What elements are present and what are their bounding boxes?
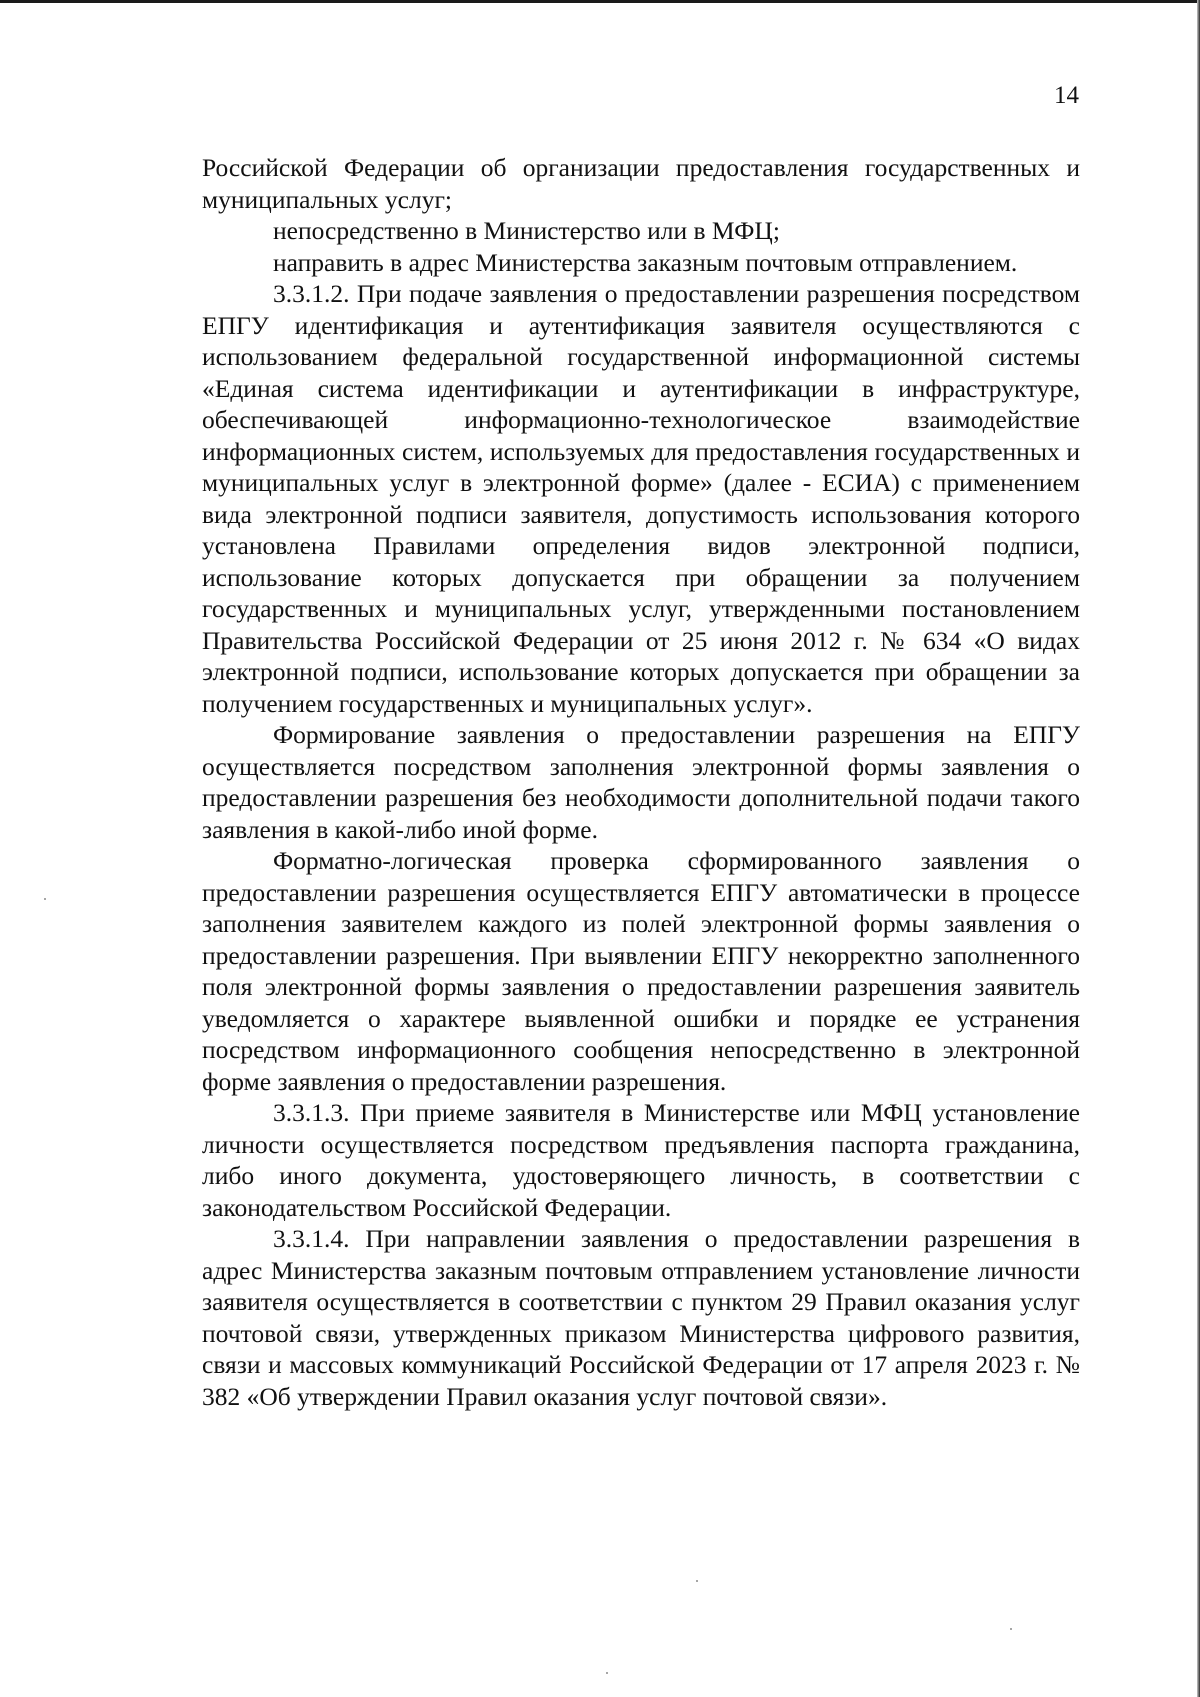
paragraph-format-check: Форматно-логическая проверка сформированного заявления о предоставлении разрешения осуществляется ЕПГУ автоматически в процессе заполнения заявителем каждого из полей электронной формы заявления о предоставлении разрешения. При выявлении ЕПГУ некорректно заполненного поля электронной формы заявления о предоставлении разрешения заявитель уведомляется о характере выявленной ошибки и порядке ее устранения посредством информационного сообщения непосредственно в электронной форме заявления о предоставлении разрешения. bbox=[202, 846, 1080, 1096]
paragraph-form-filling: Формирование заявления о предоставлении разрешения на ЕПГУ осуществляется посредством заполнения электронной формы заявления о предоставлении разрешения без необходимости дополнительной подачи такого заявления в какой-либо иной форме. bbox=[202, 720, 1080, 844]
paragraph-direct-submission: непосредственно в Министерство или в МФЦ; bbox=[273, 216, 780, 245]
page-number: 14 bbox=[1054, 82, 1079, 109]
scan-top-edge bbox=[0, 0, 1200, 3]
scan-speck bbox=[606, 1672, 608, 1674]
scan-speck bbox=[1010, 1628, 1012, 1630]
paragraph-continuation: Российской Федерации об организации предоставления государственных и муниципальных услуг; bbox=[202, 153, 1080, 214]
document-body bbox=[202, 152, 1080, 1412]
scan-speck bbox=[44, 898, 46, 900]
paragraph-clause-3-3-1-4: 3.3.1.4. При направлении заявления о предоставлении разрешения в адрес Министерства заказным почтовым отправлением установление личности заявителя осуществляется в соответствии с пунктом 29 Правил оказания услуг почтовой связи, утвержденных приказом Министерства цифрового развития, связи и массовых коммуникаций Российской Федерации от 17 апреля 2023 г. № 382 «Об утверждении Правил оказания услуг почтовой связи». bbox=[202, 1224, 1080, 1411]
paragraph-clause-3-3-1-3: 3.3.1.3. При приеме заявителя в Министерстве или МФЦ установление личности осуществляется посредством предъявления паспорта гражданина, либо иного документа, удостоверяющего личность, в соответствии с законодательством Российской Федерации. bbox=[202, 1098, 1080, 1222]
scan-speck bbox=[696, 1580, 698, 1582]
paragraph-clause-3-3-1-2: 3.3.1.2. При подаче заявления о предоставлении разрешения посредством ЕПГУ идентификация и аутентификация заявителя осуществляются с использованием федеральной государственной информационной системы «Единая система идентификации и аутентификации в инфраструктуре, обеспечивающей информационно-технологическое взаимодействие информационных систем, используемых для предоставления государственных и муниципальных услуг в электронной форме» (далее - ЕСИА) с применением вида электронной подписи заявителя, допустимость использования которого установлена Правилами определения видов электронной подписи, использование которых допускается при обращении за получением государственных и муниципальных услуг, утвержденными постановлением Правительства Российской Федерации от 25 июня 2012 г. № 634 «О видах электронной подписи, использование которых допускается при обращении за получением государственных и муниципальных услуг». bbox=[202, 279, 1080, 718]
paragraph-postal-submission: направить в адрес Министерства заказным почтовым отправлением. bbox=[273, 247, 1018, 277]
